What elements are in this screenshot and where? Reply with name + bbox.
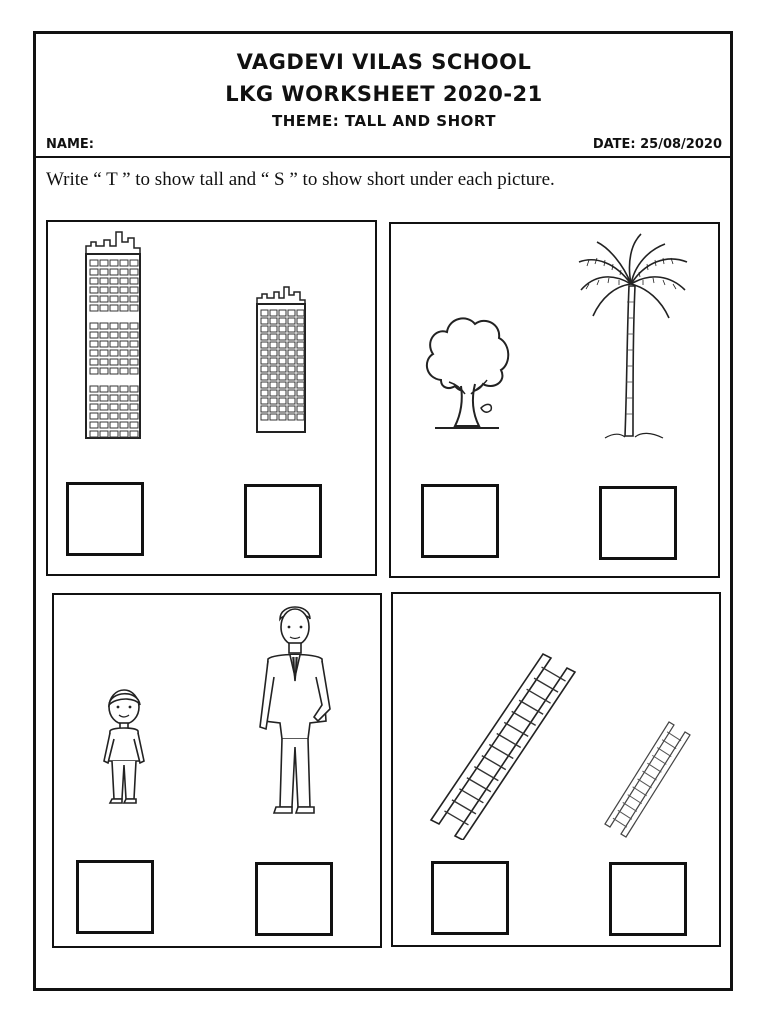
panel-buildings	[46, 220, 377, 576]
tall-palm-tree-icon	[575, 232, 691, 442]
boy-icon	[98, 685, 150, 813]
answer-box[interactable]	[244, 484, 322, 558]
tall-ladder-icon	[427, 650, 581, 840]
school-name: VAGDEVI VILAS SCHOOL	[236, 50, 532, 74]
date-label: DATE: 25/08/2020	[592, 137, 722, 152]
answer-box[interactable]	[431, 861, 509, 935]
header-divider	[36, 156, 730, 158]
answer-box[interactable]	[255, 862, 333, 936]
name-label: NAME:	[46, 137, 94, 152]
answer-box[interactable]	[421, 484, 499, 558]
man-icon	[254, 601, 336, 823]
short-ladder-icon	[603, 720, 695, 840]
instruction-text: Write “ T ” to show tall and “ S ” to show short under each picture.	[46, 169, 555, 190]
short-tree-icon	[421, 310, 513, 436]
worksheet-title: LKG WORKSHEET 2020-21	[225, 82, 543, 106]
answer-box[interactable]	[599, 486, 677, 560]
theme-title: THEME: TALL AND SHORT	[272, 112, 496, 130]
panel-trees	[389, 222, 720, 578]
short-building-icon	[254, 286, 308, 436]
answer-box[interactable]	[609, 862, 687, 936]
panel-ladders	[391, 592, 721, 947]
tall-building-icon	[82, 230, 144, 442]
answer-box[interactable]	[76, 860, 154, 934]
panel-people	[52, 593, 382, 948]
answer-box[interactable]	[66, 482, 144, 556]
